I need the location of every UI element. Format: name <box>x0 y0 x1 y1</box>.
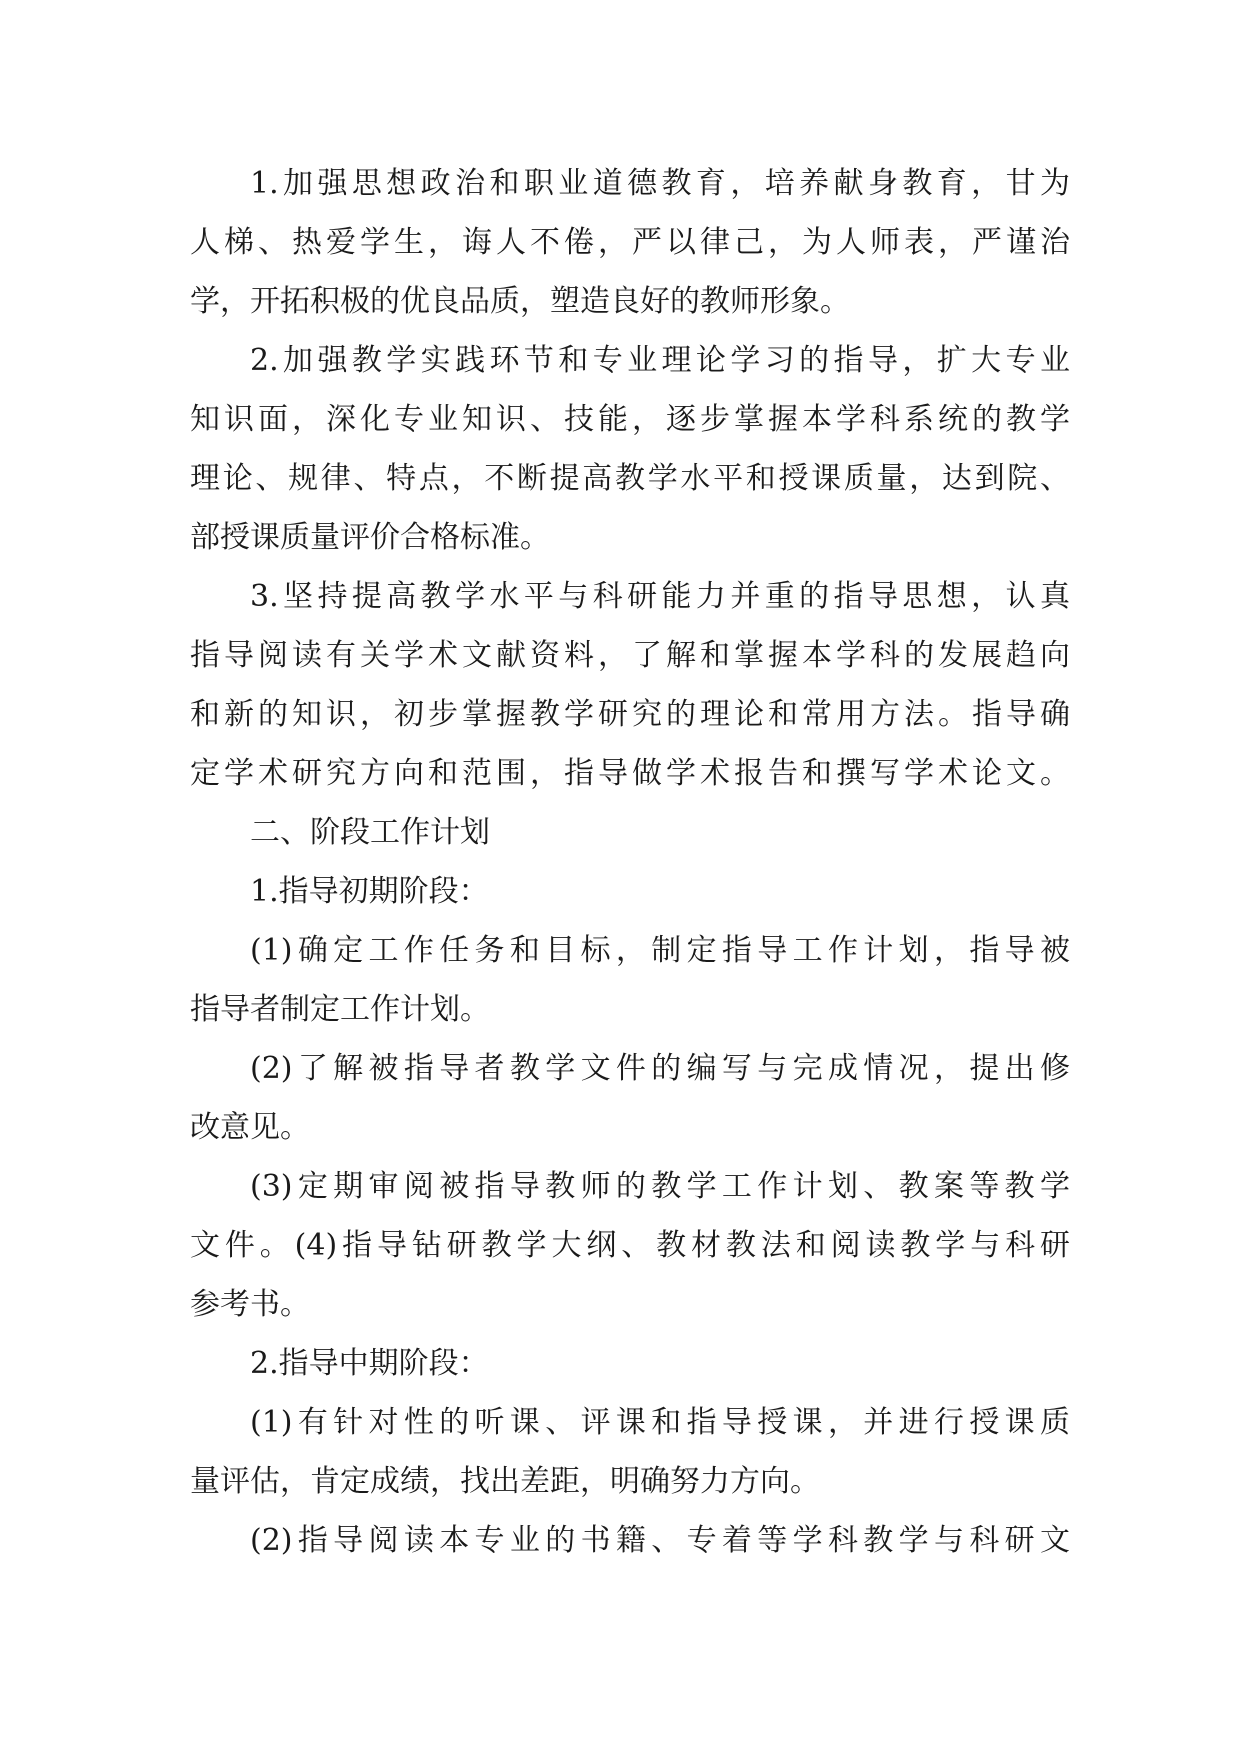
text-line: (2)了解被指导者教学文件的编写与完成情况，提出修 <box>250 1051 1070 1086</box>
text-line: (1)有针对性的听课、评课和指导授课，并进行授课质 <box>250 1405 1070 1440</box>
text-line: 1.加强思想政治和职业道德教育，培养献身教育，甘为 <box>250 166 1070 201</box>
text-line: (2)指导阅读本专业的书籍、专着等学科教学与科研文 <box>250 1523 1070 1558</box>
document-page <box>190 154 1070 1570</box>
text-line: 学，开拓积极的优良品质，塑造良好的教师形象。 <box>190 284 850 319</box>
text-line: 2.加强教学实践环节和专业理论学习的指导，扩大专业 <box>250 343 1070 378</box>
text-line: 改意见。 <box>190 1110 310 1145</box>
text-line: 指导阅读有关学术文献资料，了解和掌握本学科的发展趋向 <box>190 638 1070 673</box>
text-line: 部授课质量评价合格标准。 <box>190 520 550 555</box>
text-line: 参考书。 <box>190 1287 310 1322</box>
text-line: 1.指导初期阶段： <box>250 874 489 909</box>
text-line: 2.指导中期阶段： <box>250 1346 489 1381</box>
text-line: 指导者制定工作计划。 <box>190 992 490 1027</box>
text-line: 和新的知识，初步掌握教学研究的理论和常用方法。指导确 <box>190 697 1070 732</box>
text-line: 二、阶段工作计划 <box>250 815 490 850</box>
text-line: 3.坚持提高教学水平与科研能力并重的指导思想，认真 <box>250 579 1070 614</box>
text-line: 知识面，深化专业知识、技能，逐步掌握本学科系统的教学 <box>190 402 1070 437</box>
text-line: (1)确定工作任务和目标，制定指导工作计划，指导被 <box>250 933 1070 968</box>
text-line: 文件。(4)指导钻研教学大纲、教材教法和阅读教学与科研 <box>190 1228 1070 1263</box>
text-line: 理论、规律、特点，不断提高教学水平和授课质量，达到院、 <box>190 461 1070 496</box>
text-line: 定学术研究方向和范围，指导做学术报告和撰写学术论文。 <box>190 756 1070 791</box>
text-line: 量评估，肯定成绩，找出差距，明确努力方向。 <box>190 1464 820 1499</box>
text-line: (3)定期审阅被指导教师的教学工作计划、教案等教学 <box>250 1169 1070 1204</box>
text-line: 人梯、热爱学生，诲人不倦，严以律己，为人师表，严谨治 <box>190 225 1070 260</box>
